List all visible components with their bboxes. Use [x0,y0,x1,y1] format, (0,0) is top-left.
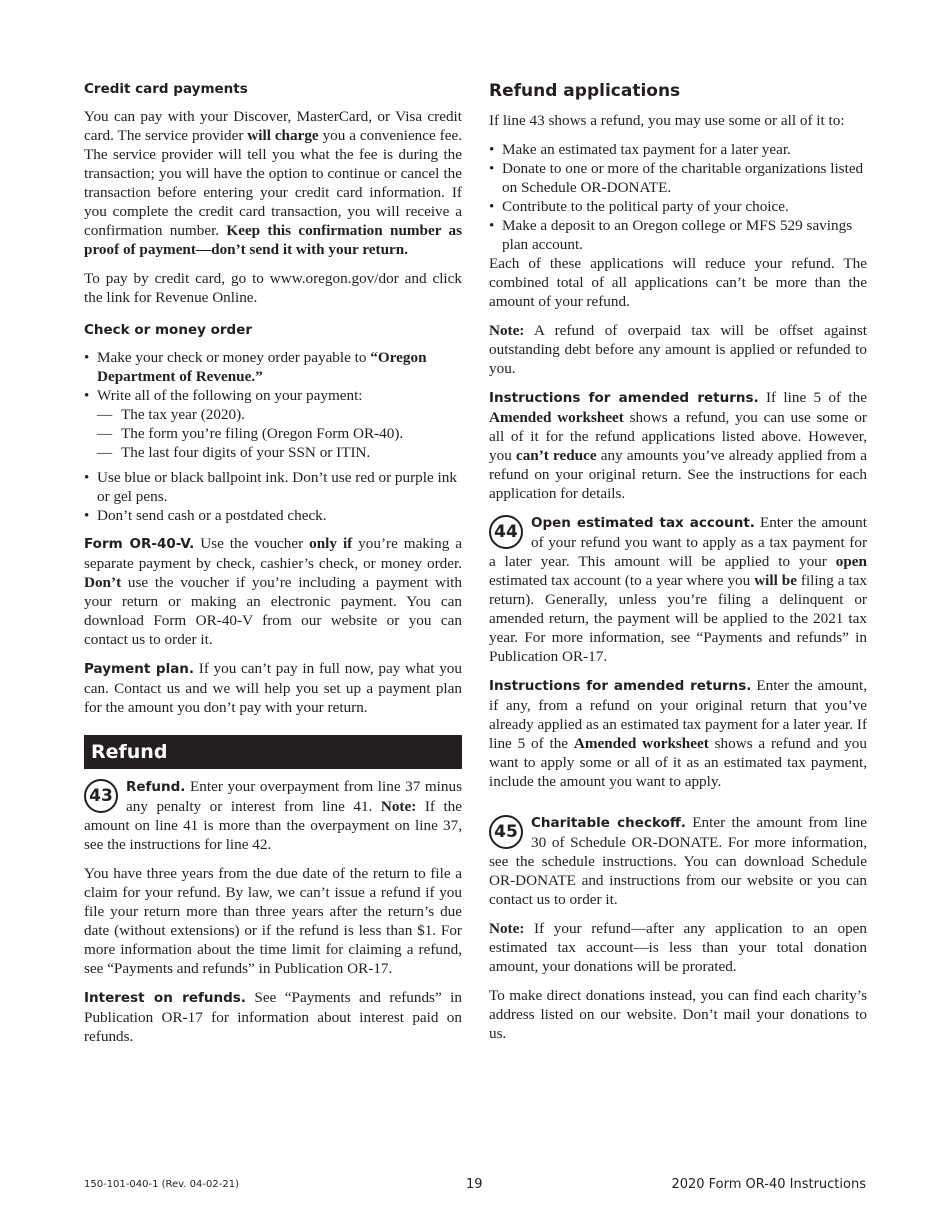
list-item: • Contribute to the political party of your choice. [489,197,867,216]
line-45-paragraph: Charitable checkoff. Enter the amount from line 30 of Schedule OR-DONATE. For more information, see the schedule instructions. You can download Schedule OR-DONATE and instructions from our website or you can contact us to order it. [489,814,868,908]
document-title: 2020 Form OR-40 Instructions [671,1177,866,1192]
voucher-paragraph: Form OR-40-V. Use the voucher only if you’re making a separate payment by check, cashier’s check, or money order. Don’t use the voucher if you’re including a payment with your return or making an electronic payment. You can download Form OR-40-V from our website or you can contact us to order it. [84,535,463,648]
check-heading: Check or money order [84,322,253,338]
refund-applications-heading: Refund applications [489,81,681,101]
prorated-note-paragraph: Note: If your refund—after any application to an open estimated tax account—is less than your total donation amount, your donations will be prorated. [489,920,867,975]
list-item: • Make your check or money order payable to “Oregon Department of Revenue.” [84,348,462,386]
refund-time-limit-paragraph: You have three years from the due date of the return to file a claim for your refund. By law, we can’t issue a refund if you file your return more than three years after the return’s due date (without extensions) or if the refund is less than $1. For more information about the time limit for claiming a refund, see “Payments and refunds” in Publication OR-17. [84,865,462,977]
line-44-paragraph: Open estimated tax account. Enter the amount of your refund you want to apply as a tax payment for a later year. This amount will be applied to your open estimated tax account (to a year where you will be filing a tax return). Generally, unless you’re filing a delinquent or amended return, the payment will be applied to the 2021 tax year. For more information, see “Payments and refunds” in Publication OR-17. [489,514,867,665]
line-43-block [84,777,462,864]
list-item: • Donate to one or more of the charitable organizations listed on Schedule OR-DONATE. [489,159,867,197]
line-45-badge: 45 [489,815,523,849]
line-43-paragraph: Refund. Enter your overpayment from line 37 minus any penalty or interest from line 41. Note: If the amount on line 41 is more than the overpayment on line 37, see the instructions for line 42. [84,778,462,853]
interest-paragraph: Interest on refunds. See “Payments and refunds” in Publication OR-17 for information about interest paid on refunds. [84,989,462,1045]
list-item: • Make an estimated tax payment for a later year. [489,140,867,159]
payment-details-list [84,405,462,462]
credit-card-instructions: To pay by credit card, go to www.oregon.gov/dor and click the link for Revenue Online. [84,270,462,306]
offset-note-paragraph: Note: A refund of overpaid tax will be offset against outstanding debt before any amount is applied or refunded to you. [489,322,867,377]
left-column [84,80,462,1056]
page-number: 19 [466,1177,483,1192]
refund-applications-list [489,140,867,254]
check-list-2 [84,468,462,525]
refund-banner: Refund [84,735,462,769]
amended-instructions-2: Instructions for amended returns. Enter the amount, if any, from a refund on your original return that you’ve already applied as an estimated tax payment for a later year. If line 5 of the Amended worksheet shows a refund and you want to apply some or all of it as an estimated tax payment, include the amount you want to apply. [489,677,867,790]
line-45-block [489,813,867,919]
payment-plan-paragraph: Payment plan. If you can’t pay in full now, pay what you can. Contact us and we will help you set up a payment plan for the amount you don’t pay with your return. [84,660,462,716]
list-item: • Make a deposit to an Oregon college or MFS 529 savings plan account. [489,216,867,254]
list-item: — The tax year (2020). [97,405,462,424]
amended-instructions-1: Instructions for amended returns. If line 5 of the Amended worksheet shows a refund, you can use some or all of it for the refund applications listed above. However, you can’t reduce any amounts you’ve already applied from a refund on your original return. See the instructions for each application for details. [489,389,867,502]
direct-donations-paragraph: To make direct donations instead, you can find each charity’s address listed on our website. Don’t mail your donations to us. [489,987,867,1042]
credit-card-heading: Credit card payments [84,81,248,97]
line-44-block [489,513,867,676]
check-list [84,348,462,405]
list-item: — The form you’re filing (Oregon Form OR-40). [97,424,462,443]
list-item: • Write all of the following on your payment: [84,386,462,405]
list-item: — The last four digits of your SSN or ITIN. [97,443,462,462]
list-item: • Use blue or black ballpoint ink. Don’t use red or purple ink or gel pens. [84,468,462,506]
line-44-badge: 44 [489,515,523,549]
applications-reduce-paragraph: Each of these applications will reduce your refund. The combined total of all applications can’t be more than the amount of your refund. [489,255,867,310]
list-item: • Don’t send cash or a postdated check. [84,506,462,525]
refund-applications-intro: If line 43 shows a refund, you may use some or all of it to: [489,112,845,129]
line-43-badge: 43 [84,779,118,813]
credit-card-paragraph: You can pay with your Discover, MasterCard, or Visa credit card. The service provider will charge you a convenience fee. The service provider will tell you what the fee is during the transaction; you will have the option to continue or cancel the transaction before entering your credit card information. If you complete the credit card transaction, you will receive a confirmation number. Keep this confirmation number as proof of payment—don’t send it with your return. [84,108,462,258]
form-revision-code: 150-101-040-1 (Rev. 04-02-21) [84,1179,239,1190]
right-column [489,80,867,1053]
